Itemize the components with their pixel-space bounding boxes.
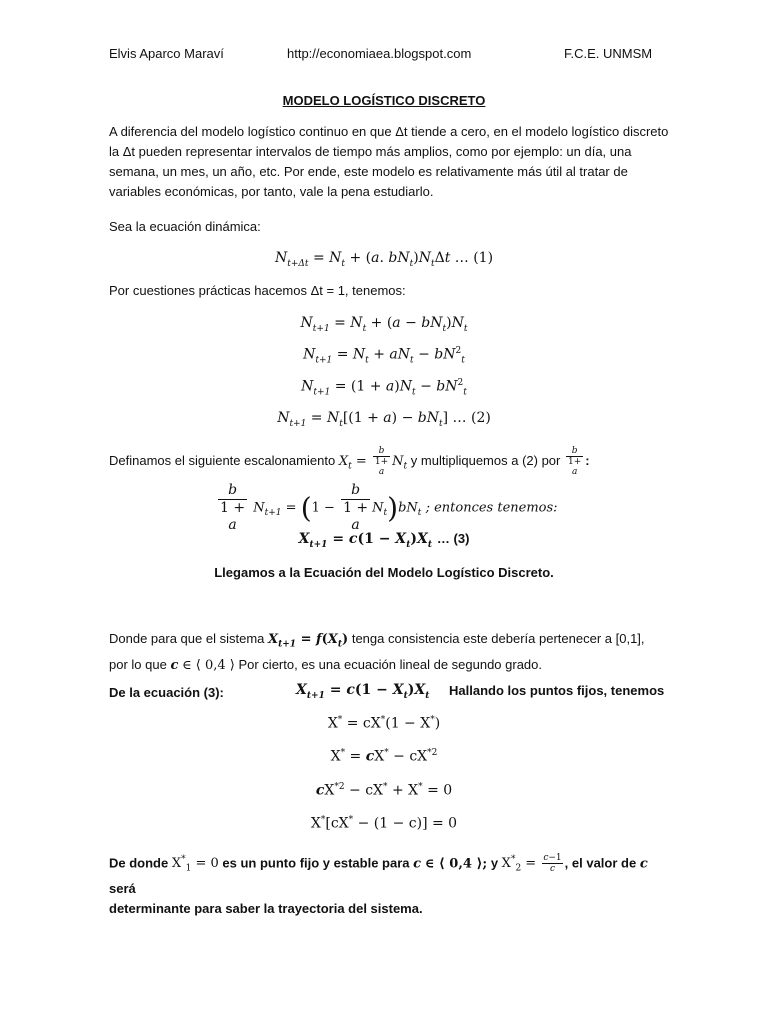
definamos-text-c: :	[585, 453, 590, 468]
document-title: MODELO LOGÍSTICO DISCRETO	[282, 93, 486, 108]
final-paragraph	[109, 850, 669, 919]
system-formula: $X_{t+1} = f(X_t)$	[268, 632, 349, 650]
hallando-text: Hallando los puntos fijos, tenemos	[449, 683, 665, 698]
equation-2d: $N_{t+1} = N_t[(1 + a) - bN_t]$ … (2)	[277, 410, 491, 429]
equation-3-tag: … (3)	[436, 531, 470, 546]
definamos-line	[109, 446, 709, 477]
equation-2a: $N_{t+1} = N_t + (a - bN_t)N_t$	[300, 315, 468, 334]
multiplier-fraction: b 1+ a	[567, 446, 582, 477]
scaling-formula: $X_t$ = b 1+ a $N_t$	[338, 446, 408, 477]
final-text-g: determinante para saber la trayectoria del sistema.	[109, 900, 423, 916]
final-text-b: es un punto fijo y estable para	[222, 855, 410, 871]
scaled-equation: b 1 + a $N_{t+1} = (1$ − b 1 + a $N_t)bN_t$ ; entonces tenemos:	[220, 482, 558, 533]
donde-text-b: tenga consistencia este debería pertenecer a [0,1],	[351, 631, 645, 646]
entonces-text: ; entonces tenemos:	[425, 500, 558, 516]
equation-3-repeat: $X_{t+1} = c(1 - X_t)X_t$	[296, 682, 430, 701]
equation-1: $N_{t+\Delta t} = N_t + (a$. $bN_t)N_t\Delta t$ … (1)	[274, 250, 494, 269]
c-variable-2: c	[413, 856, 422, 872]
fixed-point-1: $X^*_1 = 0$	[171, 855, 219, 874]
donde-text-a: Donde para que el sistema	[109, 631, 265, 646]
definamos-text-a: Definamos el siguiente escalonamiento	[109, 453, 336, 468]
donde-text-e: Por cierto, es una ecuación lineal de segundo grado.	[238, 656, 543, 672]
fixed-point-eq-2: $X^* = cX^* - cX^{*2}$	[330, 748, 438, 765]
equation-2c: $N_{t+1} = (1 + a)N_t - bN^2_t$	[301, 378, 467, 398]
final-text-e: , el valor de	[564, 855, 637, 871]
equation-2-tag: … (2)	[452, 410, 491, 426]
donde-interval: ∈ ⟨ 0,4 ⟩	[182, 657, 235, 673]
c-variable: c	[170, 657, 179, 673]
final-interval: ∈ ⟨ 0,4 ⟩;	[424, 856, 488, 872]
fixed-point-eq-3: $cX^{*2} - cX^* + X^* = 0$	[315, 782, 453, 799]
header-author: Elvis Aparco Maraví	[109, 46, 224, 61]
donde-text-c: por lo que	[109, 656, 167, 672]
de-la-ecuacion-label: De la ecuación (3):	[109, 685, 224, 700]
equation-3: $X_{t+1} = c(1 - X_t)X_t$ … (3)	[298, 531, 470, 550]
c-variable-3: c	[639, 856, 648, 872]
donde-paragraph	[109, 629, 669, 676]
final-text-f: será	[109, 880, 136, 896]
equation-2b: $N_{t+1} = N_t + aN_t - bN^2_t$	[303, 346, 465, 366]
fixed-point-eq-1: X* = cX*(1 − X*)	[327, 715, 441, 732]
final-text-a: De donde	[109, 855, 169, 871]
por-cuestiones-text: Por cuestiones prácticas hacemos Δt = 1, tenemos:	[109, 283, 406, 298]
definamos-text-b: y multipliquemos a (2) por	[410, 453, 561, 468]
header-url: http://economiaea.blogspot.com	[287, 46, 472, 61]
final-text-d: y	[490, 855, 499, 871]
llegamos-text: Llegamos a la Ecuación del Modelo Logístico Discreto.	[214, 565, 554, 580]
intro-paragraph: A diferencia del modelo logístico continuo en que Δt tiende a cero, en el modelo logístico discreto la Δt pueden representar intervalos de tiempo más amplios, como por ejemplo: un día, una semana, un mes, un año, etc. Por ende, este modelo es relativamente más útil al tratar de variables económicas, por tanto, vale la pena estudiarlo.	[109, 124, 669, 199]
equation-1-tag: … (1)	[454, 250, 494, 266]
sea-ecuacion-text: Sea la ecuación dinámica:	[109, 219, 261, 234]
fixed-point-eq-4: X*[cX* − (1 − c)] = 0	[310, 815, 458, 832]
header-institution: F.C.E. UNMSM	[564, 46, 653, 61]
fixed-point-2: $X^*_2$ = $\frac{c-1}{c}$	[501, 853, 562, 875]
